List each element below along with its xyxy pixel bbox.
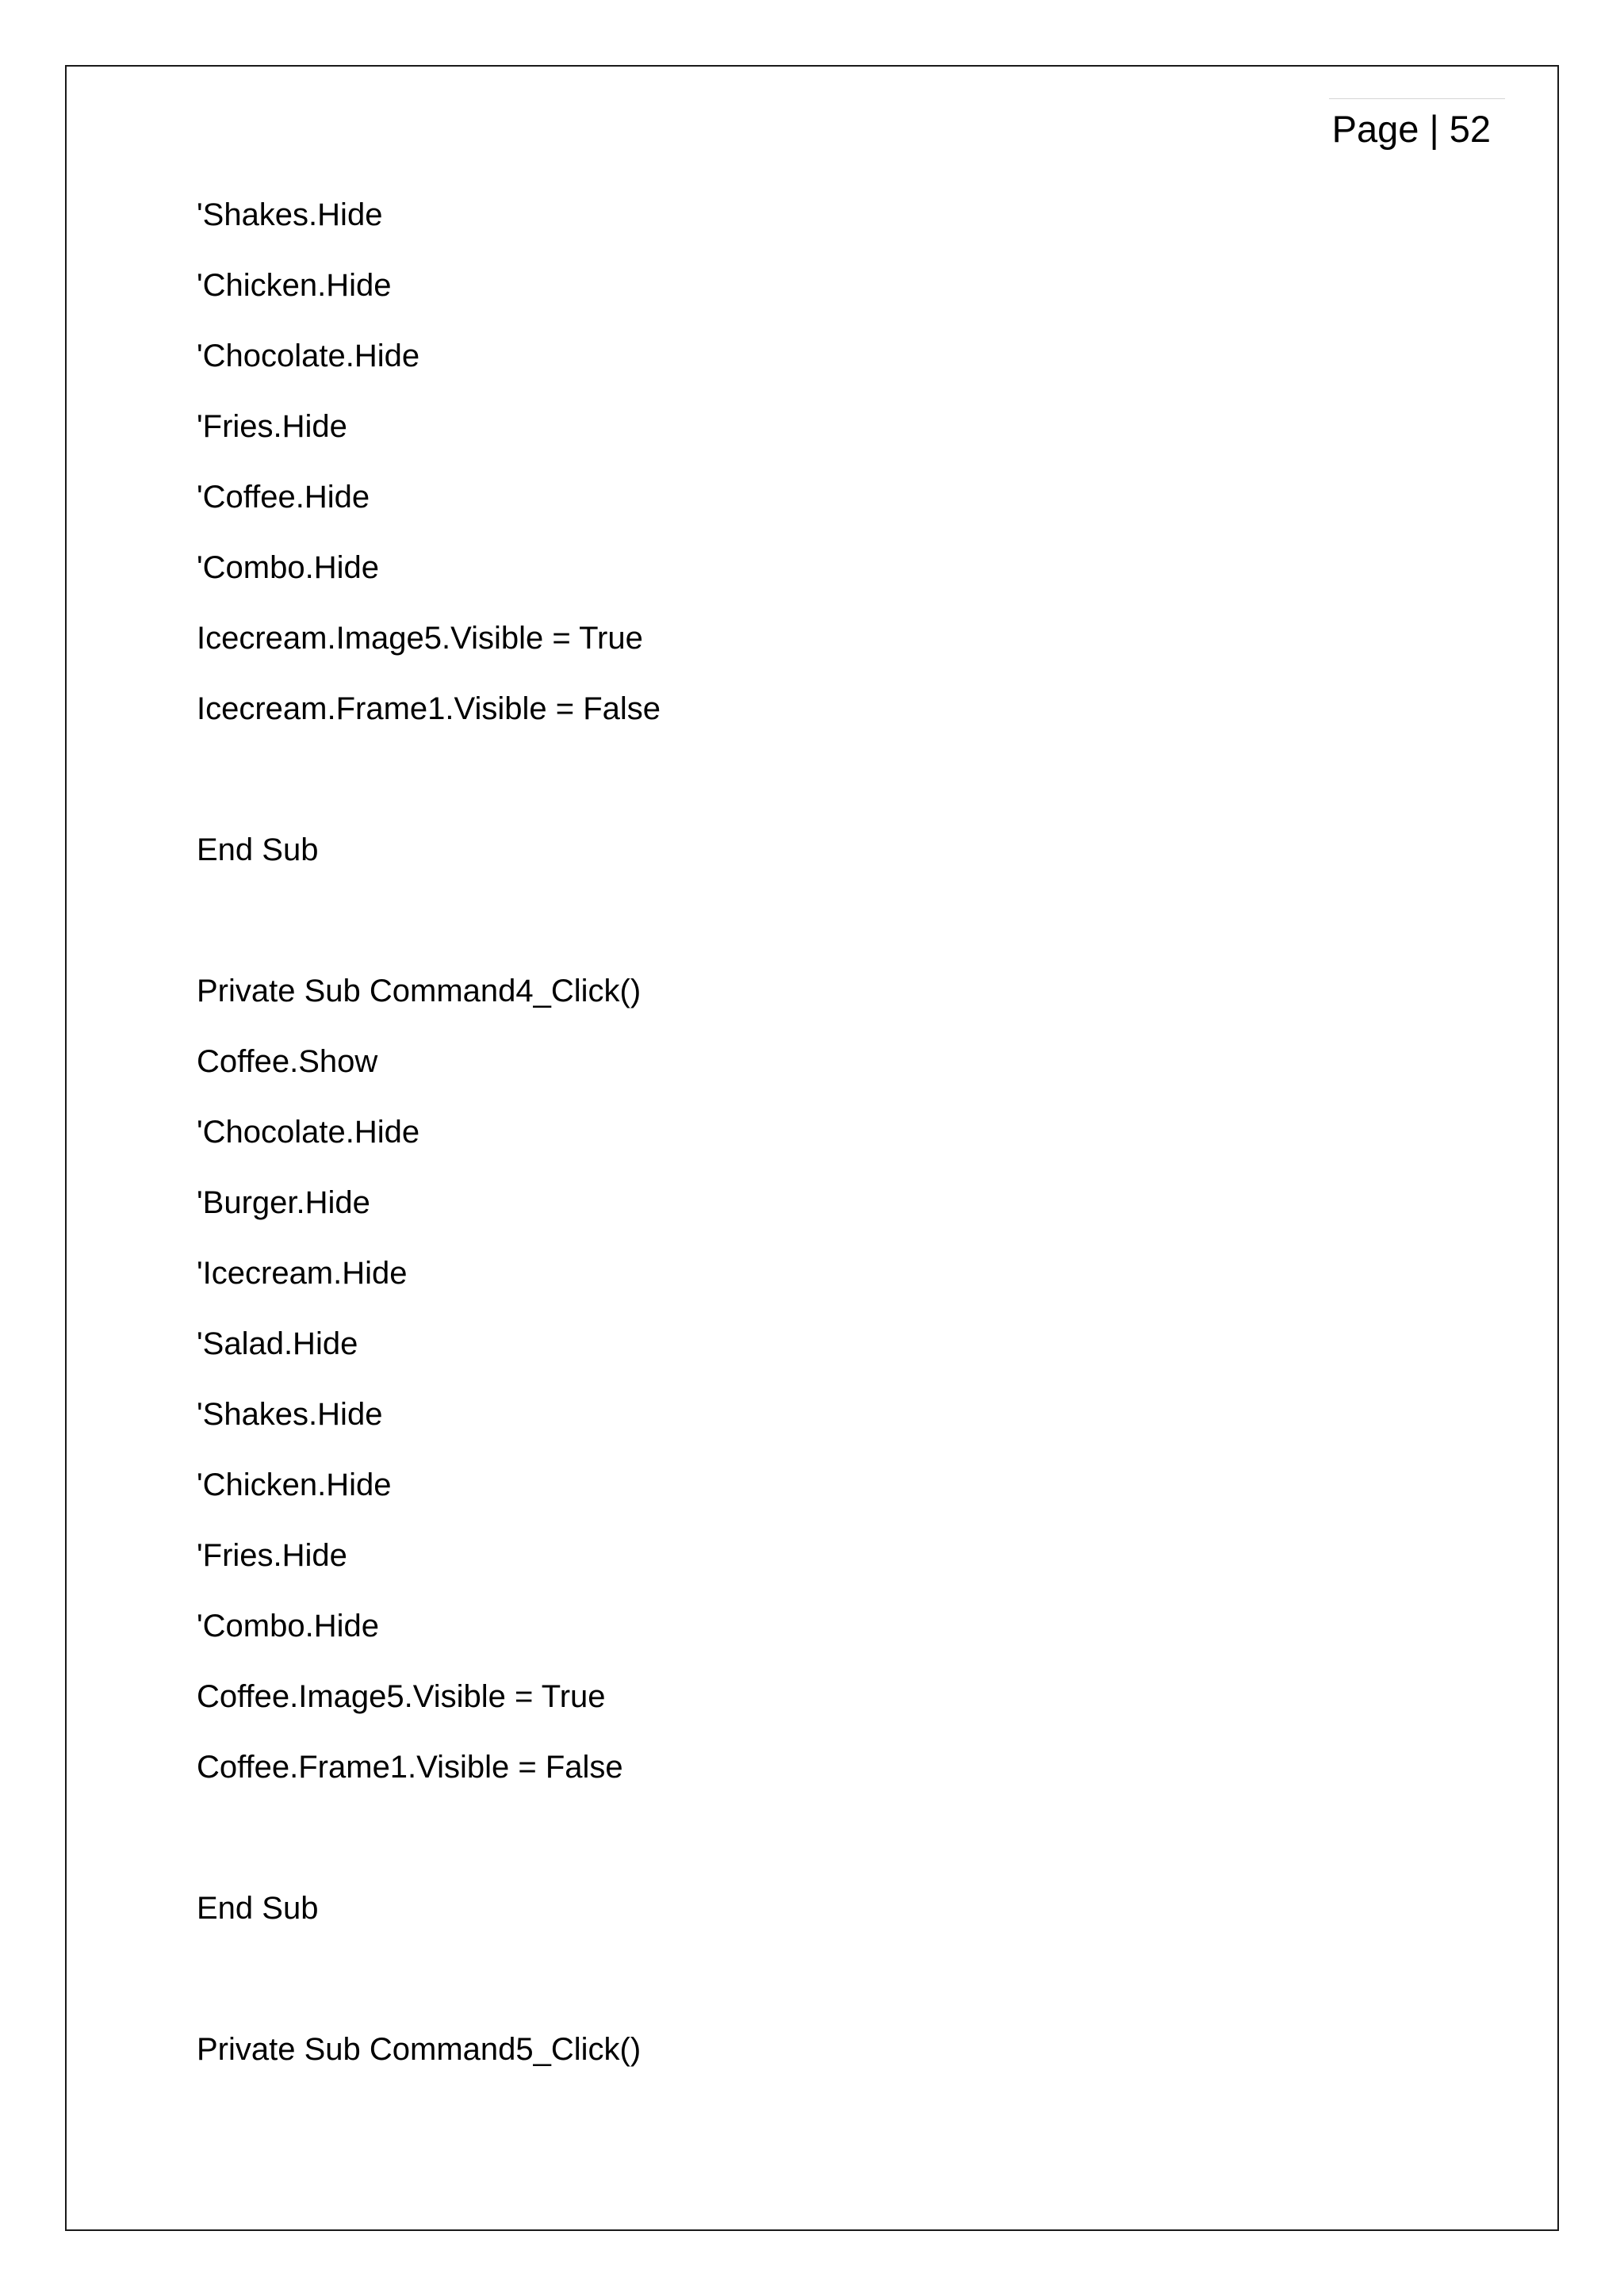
code-line: Private Sub Command4_Click() <box>197 974 642 1008</box>
page-header <box>1329 98 1505 155</box>
code-line: 'Combo.Hide <box>197 550 379 585</box>
code-line: Coffee.Show <box>197 1044 378 1079</box>
code-line: 'Chocolate.Hide <box>197 339 420 373</box>
code-line: 'Shakes.Hide <box>197 197 383 232</box>
code-line: 'Shakes.Hide <box>197 1397 383 1432</box>
code-line: 'Icecream.Hide <box>197 1256 408 1291</box>
code-line: 'Chicken.Hide <box>197 268 392 303</box>
code-line: 'Fries.Hide <box>197 1538 347 1573</box>
code-line: End Sub <box>197 832 319 867</box>
code-line: 'Salad.Hide <box>197 1326 358 1361</box>
code-line: 'Chicken.Hide <box>197 1468 392 1502</box>
code-line: 'Burger.Hide <box>197 1185 370 1220</box>
code-line: Coffee.Image5.Visible = True <box>197 1679 606 1714</box>
code-line: Coffee.Frame1.Visible = False <box>197 1750 623 1785</box>
page-number: Page | 52 <box>1331 108 1491 150</box>
code-line: 'Combo.Hide <box>197 1609 379 1644</box>
code-line: Private Sub Command5_Click() <box>197 2032 642 2067</box>
code-line: 'Coffee.Hide <box>197 480 370 515</box>
code-line: 'Chocolate.Hide <box>197 1115 420 1150</box>
code-line: Icecream.Frame1.Visible = False <box>197 691 661 726</box>
code-line: End Sub <box>197 1891 319 1926</box>
code-line: Icecream.Image5.Visible = True <box>197 621 643 656</box>
code-line: 'Fries.Hide <box>197 409 347 444</box>
